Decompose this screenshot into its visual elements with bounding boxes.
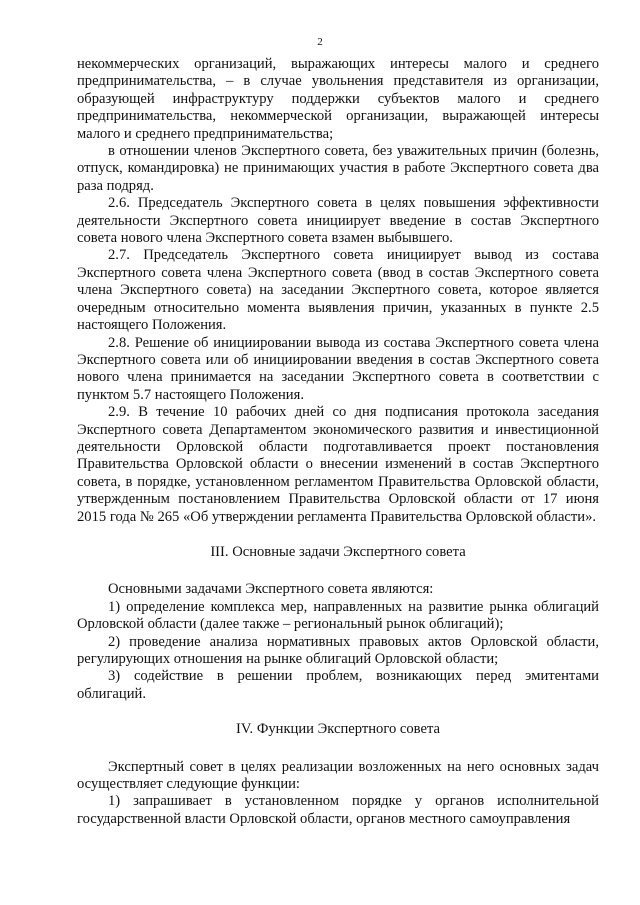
section-3-item-3: 3) содействие в решении проблем, возникающих перед эмитентами облигаций. bbox=[77, 668, 599, 702]
document-body bbox=[77, 56, 599, 828]
paragraph-absence: в отношении членов Экспертного совета, без уважительных причин (болезнь, отпуск, командировка) не принимающих участия в работе Экспертного совета два раза подряд. bbox=[77, 143, 599, 194]
section-3-item-2: 2) проведение анализа нормативных правовых актов Орловской области, регулирующих отношения на рынке облигаций Орловской области; bbox=[77, 633, 599, 667]
paragraph-2-8: 2.8. Решение об инициировании вывода из состава Экспертного совета члена Экспертного совета или об инициировании введения в состав Экспертного совета нового члена принимается на заседании Экспертного совета в соответствии с пунктом 5.7 настоящего Положения. bbox=[77, 334, 599, 403]
section-3-intro: Основными задачами Экспертного совета являются: bbox=[108, 581, 434, 598]
section-4-item-1: 1) запрашивает в установленном порядке у органов исполнительной государственной власти Орловской области, органов местного самоуправления bbox=[77, 793, 599, 827]
paragraph-2-9: 2.9. В течение 10 рабочих дней со дня подписания протокола заседания Экспертного совета Департаментом экономического развития и инвестиционной деятельности Орловской области подготавливается проект постановления Правительства Орловской области о внесении изменений в состав Экспертного совета, в порядке, установленном регламентом Правительства Орловской области, утвержденным постановлением Правительства Орловской области от 17 июня 2015 года № 265 «Об утверждении регламента Правительства Орловской области». bbox=[77, 404, 599, 525]
section-4-intro: Экспертный совет в целях реализации возложенных на него основных задач осуществляет следующие функции: bbox=[77, 758, 599, 793]
section-4-heading: IV. Функции Экспертного совета bbox=[236, 721, 440, 738]
paragraph-2-7: 2.7. Председатель Экспертного совета инициирует вывод из состава Экспертного совета члена Экспертного совета (ввод в состав Экспертного совета члена Экспертного совета) на заседании Экспертного совета, которое является очередным относительно момента выявления причин, указанных в пункте 2.5 настоящего Положения. bbox=[77, 247, 599, 334]
paragraph-2-6: 2.6. Председатель Экспертного совета в целях повышения эффективности деятельности Экспертного совета инициирует введение в состав Экспертного совета нового члена Экспертного совета взамен выбывшего. bbox=[77, 195, 599, 247]
paragraph-continuation: некоммерческих организаций, выражающих интересы малого и среднего предпринимательства, – в случае увольнения представителя из организации, образующей инфраструктуру поддержки субъектов малого и среднего предпринимательства, некоммерческой организации, выражающей интересы малого и среднего предпринимательства; bbox=[77, 56, 599, 142]
section-3-item-1: 1) определение комплекса мер, направленных на развитие рынка облигаций Орловской области (далее также – региональный рынок облигаций); bbox=[77, 598, 599, 633]
page-number: 2 bbox=[317, 36, 323, 48]
section-3-heading: III. Основные задачи Экспертного совета bbox=[210, 543, 466, 560]
